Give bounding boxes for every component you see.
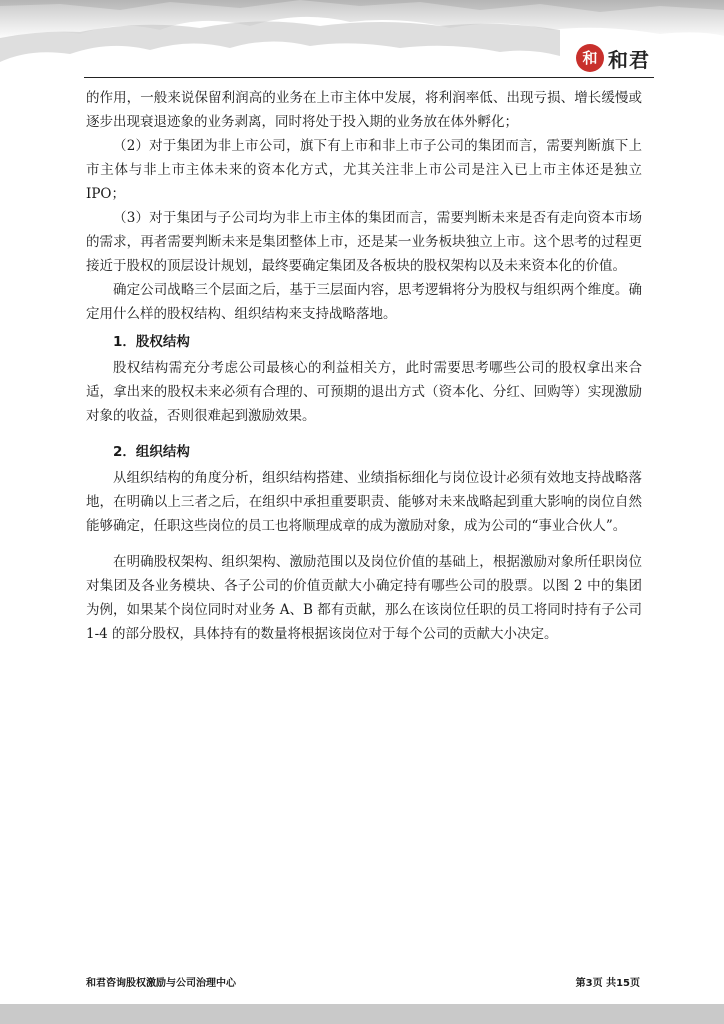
paragraph-3: （3）对于集团与子公司均为非上市主体的集团而言，需要判断未来是否有走向资本市场的需求，再者需要判断未来是集团整体上市，还是某一业务板块独立上市。这个思考的过程更接近于股权的顶层设计规划，最终要确定集团及各板块的股权架构以及未来资本化的价值。 (86, 210, 642, 274)
page-header (0, 0, 724, 78)
page-number: 第3页 共15页 (575, 978, 640, 989)
paragraph-6: 从组织结构的角度分析，组织结构搭建、业绩指标细化与岗位设计必须有效地支持战略落地，在明确以上三者之后，在组织中承担重要职责、能够对未来战略起到重大影响的岗位自然能够确定，任职这些岗位的员工也将顺理成章的成为激励对象，成为公司的“事业合伙人”。 (86, 470, 642, 534)
bottom-bar (0, 1004, 724, 1024)
page-footer (86, 974, 640, 989)
logo-seal-icon: 和 (576, 44, 604, 72)
company-logo (576, 42, 650, 74)
logo-text: 和君 (608, 47, 650, 72)
section-heading-organization-structure: 2．组织结构 (113, 444, 190, 460)
paragraph-5: 股权结构需充分考虑公司最核心的利益相关方，此时需要思考哪些公司的股权拿出来合适，拿出来的股权未来必须有合理的、可预期的退出方式（资本化、分红、回购等）实现激励对象的收益，否则很难起到激励效果。 (86, 360, 642, 424)
paragraph-4: 确定公司战略三个层面之后，基于三层面内容，思考逻辑将分为股权与组织两个维度。确定用什么样的股权结构、组织结构来支持战略落地。 (86, 282, 642, 322)
paragraph-2: （2）对于集团为非上市公司，旗下有上市和非上市子公司的集团而言，需要判断旗下上市主体与非上市主体未来的资本化方式，尤其关注非上市公司是注入已上市主体还是独立 IPO； (86, 138, 642, 202)
paragraph-1: 的作用，一般来说保留利润高的业务在上市主体中发展，将利润率低、出现亏损、增长缓慢或逐步出现衰退迹象的业务剥离，同时将处于投入期的业务放在体外孵化； (86, 90, 642, 130)
section-heading-equity-structure: 1．股权结构 (113, 334, 190, 350)
footer-organization: 和君咨询股权激励与公司治理中心 (86, 978, 236, 989)
body-text (86, 86, 642, 646)
header-rule (84, 77, 654, 78)
paragraph-7: 在明确股权架构、组织架构、激励范围以及岗位价值的基础上，根据激励对象所任职岗位对集团及各业务模块、各子公司的价值贡献大小确定持有哪些公司的股票。以图 2 中的集团为例，如果某个岗位同时对业务 A、B 都有贡献，那么在该岗位任职的员工将同时持有子公司 1-4 的部分股权，具体持有的数量将根据该岗位对于每个公司的贡献大小决定。 (86, 554, 642, 642)
